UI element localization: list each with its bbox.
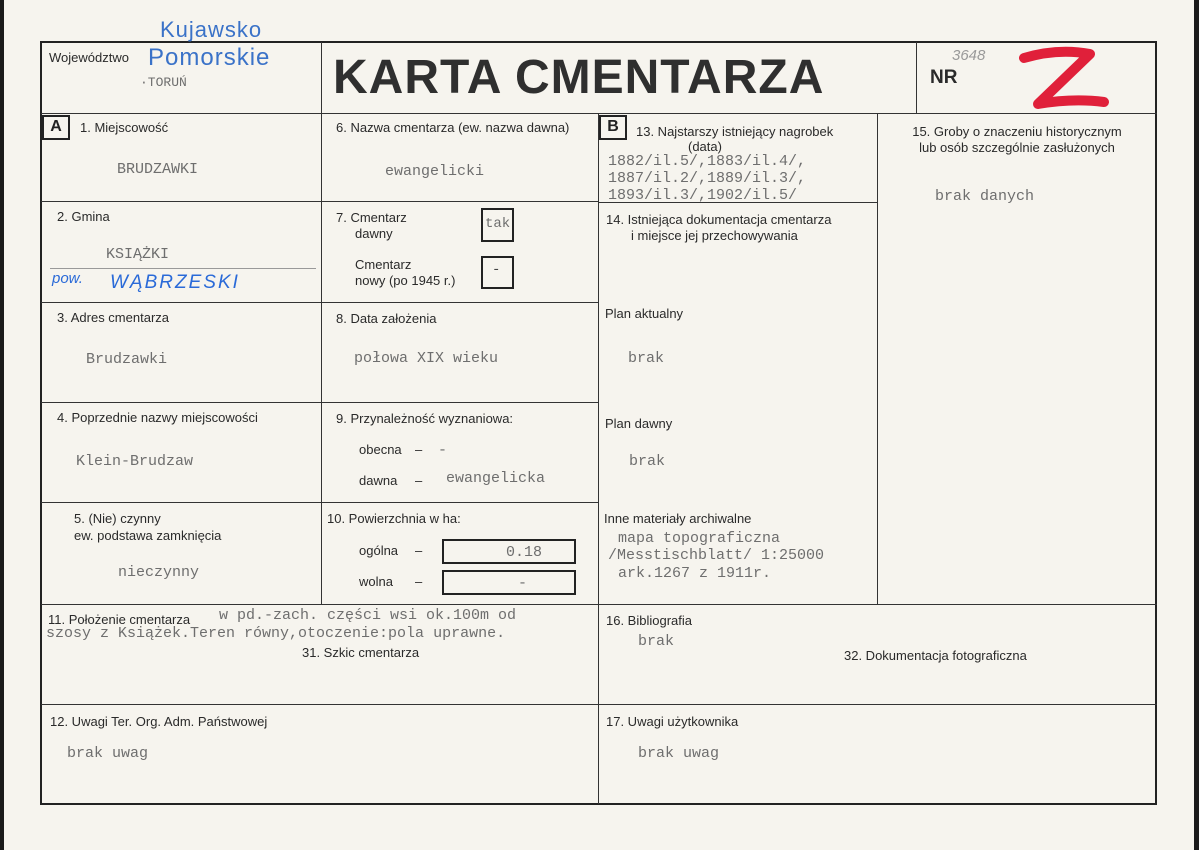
field-3-value: Brudzawki [86,351,168,368]
card-right-edge [1194,0,1199,850]
field-10-total-dash: – [415,543,423,558]
region-stamp-line2: Pomorskie [148,44,271,71]
field-14-label-line2: i miejsce jej przechowywania [631,228,798,243]
field-10-free-value: - [518,575,528,592]
field-7-new-value: - [492,262,501,278]
page-title: KARTA CMENTARZA [333,51,825,104]
grid-line [598,114,599,804]
field-9-current-value: - [438,442,448,459]
other-materials-line3: ark.1267 z 1911r. [618,565,772,582]
field-12-value: brak uwag [67,745,149,762]
grid-line [41,201,598,202]
other-materials-label: Inne materiały archiwalne [604,511,752,526]
plan-old-value: brak [629,453,666,470]
field-7-old-checkbox [481,208,514,242]
field-9-former-value: ewangelicka [446,470,546,487]
grid-line [321,42,322,604]
red-z-mark [1018,44,1110,118]
grid-line [41,704,1157,705]
plan-current-value: brak [628,350,665,367]
field-32-label: 32. Dokumentacja fotograficzna [844,648,1027,663]
region-stamp-city: ·TORUŃ [140,75,187,90]
field-17-label: 17. Uwagi użytkownika [606,714,739,729]
field-16-label: 16. Bibliografia [606,613,692,628]
field-5-label-line1: 5. (Nie) czynny [74,511,161,526]
field-4-label: 4. Poprzednie nazwy miejscowości [57,410,258,425]
nr-label: NR [930,67,958,88]
field-15-label-line2: lub osób szczególnie zasłużonych [919,140,1115,155]
field-8-label: 8. Data założenia [336,311,437,326]
field-11-value-line1: w pd.-zach. części wsi ok.100m od [219,607,517,624]
plan-current-label: Plan aktualny [605,306,684,321]
gmina-underline [50,268,316,269]
grid-line [41,302,598,303]
card-left-edge [0,0,4,850]
grid-line [916,42,917,114]
field-7-old-label-line1: 7. Cmentarz [336,210,407,225]
field-17-value: brak uwag [638,745,720,762]
field-9-label: 9. Przynależność wyznaniowa: [336,411,514,426]
grid-line [41,402,598,403]
field-7-new-label-line1: Cmentarz [355,257,412,272]
field-13-label-line2: (data) [688,139,722,154]
field-12-label: 12. Uwagi Ter. Org. Adm. Państwowej [50,714,268,729]
field-15-label-line1: 15. Groby o znaczeniu historycznym [912,124,1122,139]
field-9-former-dash: – [415,473,423,488]
field-6-label: 6. Nazwa cmentarza (ew. nazwa dawna) [336,120,570,135]
field-9-current-dash: – [415,442,423,457]
wojewodztwo-label: Województwo [49,50,129,65]
grid-line [877,114,878,604]
nr-handwritten-number: 3648 [952,47,986,64]
field-10-free-label: wolna [359,574,393,589]
field-11-value-line2: szosy z Książek.Teren równy,otoczenie:pola uprawne. [46,625,506,642]
field-13-value-line3: 1893/il.3/,1902/il.5/ [608,187,798,204]
field-9-current-label: obecna [359,442,402,457]
field-2-label: 2. Gmina [57,209,110,224]
field-7-old-label-line2: dawny [355,226,393,241]
field-31-label: 31. Szkic cmentarza [302,645,420,660]
field-11-label: 11. Położenie cmentarza [48,612,191,627]
field-10-free-box [442,570,576,595]
field-14-label-line1: 14. Istniejąca dokumentacja cmentarza [606,212,832,227]
field-7-old-value: tak [485,216,511,232]
grid-line [41,604,1157,605]
field-2-value: KSIĄŻKI [106,246,170,263]
field-3-label: 3. Adres cmentarza [57,310,169,325]
field-7-new-checkbox [481,256,514,289]
field-4-value: Klein-Brudzaw [76,453,194,470]
section-a-marker: A [42,115,70,140]
other-materials-line2: /Messtischblatt/ 1:25000 [608,547,825,564]
section-b-marker: B [599,115,627,140]
field-15-value: brak danych [935,188,1035,205]
field-5-value: nieczynny [118,564,200,581]
field-10-label: 10. Powierzchnia w ha: [327,511,461,526]
region-stamp-line1: Kujawsko [160,17,263,42]
field-13-value-line1: 1882/il.5/,1883/il.4/, [608,153,807,170]
plan-old-label: Plan dawny [605,416,673,431]
field-5-label-line2: ew. podstawa zamknięcia [74,528,222,543]
field-1-value: BRUDZAWKI [117,161,199,178]
field-2-pow-value: WĄBRZESKI [110,272,240,293]
grid-line [41,502,598,503]
other-materials-line1: mapa topograficzna [618,530,781,547]
field-13-value-line2: 1887/il.2/,1889/il.3/, [608,170,807,187]
field-10-free-dash: – [415,574,423,589]
field-1-label: 1. Miejscowość [80,120,169,135]
field-7-new-label-line2: nowy (po 1945 r.) [355,273,456,288]
field-16-value: brak [638,633,675,650]
field-2-pow-label: pow. [52,270,83,287]
field-8-value: połowa XIX wieku [354,350,499,367]
field-6-value: ewangelicki [385,163,485,180]
field-10-total-label: ogólna [359,543,399,558]
field-9-former-label: dawna [359,473,398,488]
grid-line [41,113,1157,114]
field-10-total-value: 0.18 [506,544,543,561]
field-10-total-box [442,539,576,564]
field-13-label-line1: 13. Najstarszy istniejący nagrobek [636,124,834,139]
